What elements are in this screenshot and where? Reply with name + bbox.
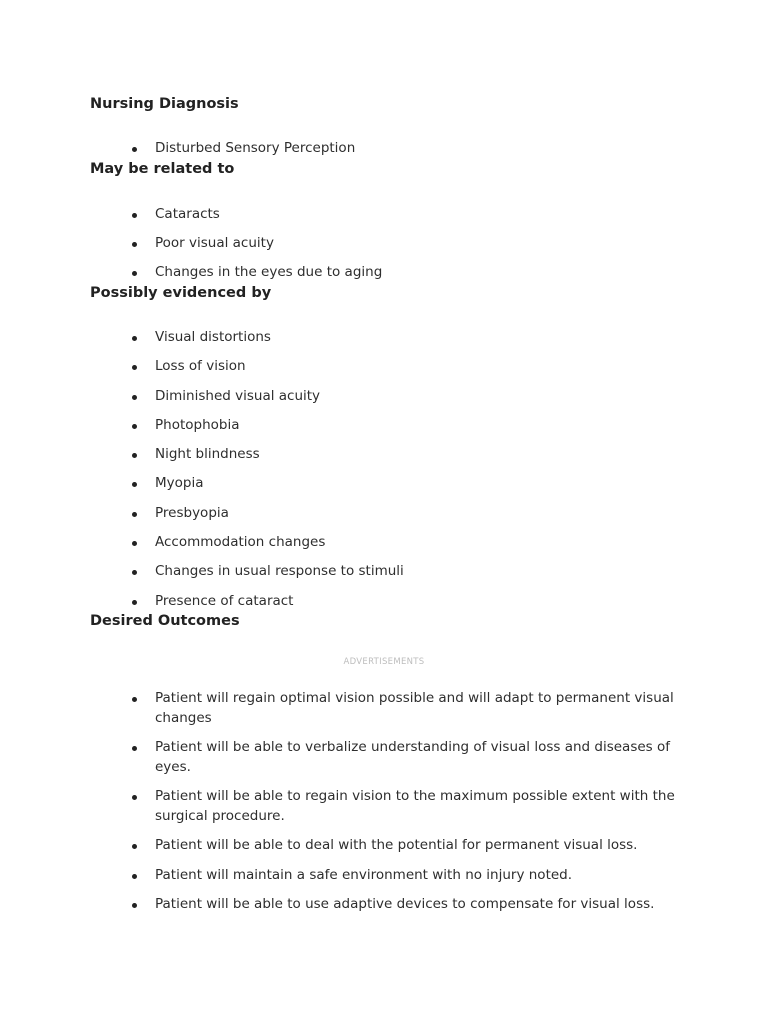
list-item: Changes in the eyes due to aging: [90, 263, 690, 283]
bullet-icon: [132, 874, 137, 879]
bullet-icon: [132, 844, 137, 849]
list-item: Patient will be able to regain vision to the maximum possible extent with the surgical procedure.: [90, 787, 690, 826]
list-item: Diminished visual acuity: [90, 387, 690, 407]
bullet-icon: [132, 512, 137, 517]
list-nursing-diagnosis: [90, 139, 690, 159]
bullet-icon: [132, 424, 137, 429]
bullet-icon: [132, 213, 137, 218]
bullet-icon: [132, 453, 137, 458]
list-item: Changes in usual response to stimuli: [90, 562, 690, 582]
list-item: Cataracts: [90, 205, 690, 225]
bullet-icon: [132, 271, 137, 276]
bullet-icon: [132, 570, 137, 575]
bullet-icon: [132, 395, 137, 400]
section-related-to: [90, 160, 690, 178]
list-item: Poor visual acuity: [90, 234, 690, 254]
advertisement-label: ADVERTISEMENTS: [343, 657, 425, 667]
bullet-icon: [132, 697, 137, 702]
list-item: Patient will be able to verbalize understanding of visual loss and diseases of eyes.: [90, 738, 690, 777]
list-item: Myopia: [90, 474, 690, 494]
list-item: Presbyopia: [90, 504, 690, 524]
list-item: Photophobia: [90, 416, 690, 436]
section-evidenced-by: [90, 284, 690, 302]
list-item: Presence of cataract: [90, 592, 690, 612]
list-related-to: [90, 205, 690, 283]
bullet-icon: [132, 365, 137, 370]
list-item: Patient will be able to use adaptive devices to compensate for visual loss.: [90, 895, 690, 915]
heading-nursing-diagnosis: Nursing Diagnosis: [90, 96, 239, 112]
list-item: Loss of vision: [90, 357, 690, 377]
bullet-icon: [132, 541, 137, 546]
bullet-icon: [132, 147, 137, 152]
section-desired-outcomes: [90, 612, 690, 630]
list-evidenced-by: [90, 328, 690, 611]
heading-desired-outcomes: Desired Outcomes: [90, 613, 240, 629]
list-desired-outcomes: [90, 689, 690, 915]
bullet-icon: [132, 903, 137, 908]
bullet-icon: [132, 336, 137, 341]
bullet-icon: [132, 795, 137, 800]
list-item: Patient will be able to deal with the potential for permanent visual loss.: [90, 836, 690, 856]
bullet-icon: [132, 746, 137, 751]
heading-evidenced-by: Possibly evidenced by: [90, 285, 272, 301]
list-item: Accommodation changes: [90, 533, 690, 553]
bullet-icon: [132, 600, 137, 605]
list-item: Visual distortions: [90, 328, 690, 348]
list-item: Patient will maintain a safe environment with no injury noted.: [90, 866, 690, 886]
bullet-icon: [132, 242, 137, 247]
heading-related-to: May be related to: [90, 161, 235, 177]
section-nursing-diagnosis: [90, 95, 690, 113]
list-item: Disturbed Sensory Perception: [90, 139, 690, 159]
bullet-icon: [132, 482, 137, 487]
list-item: Night blindness: [90, 445, 690, 465]
list-item: Patient will regain optimal vision possible and will adapt to permanent visual changes: [90, 689, 690, 728]
